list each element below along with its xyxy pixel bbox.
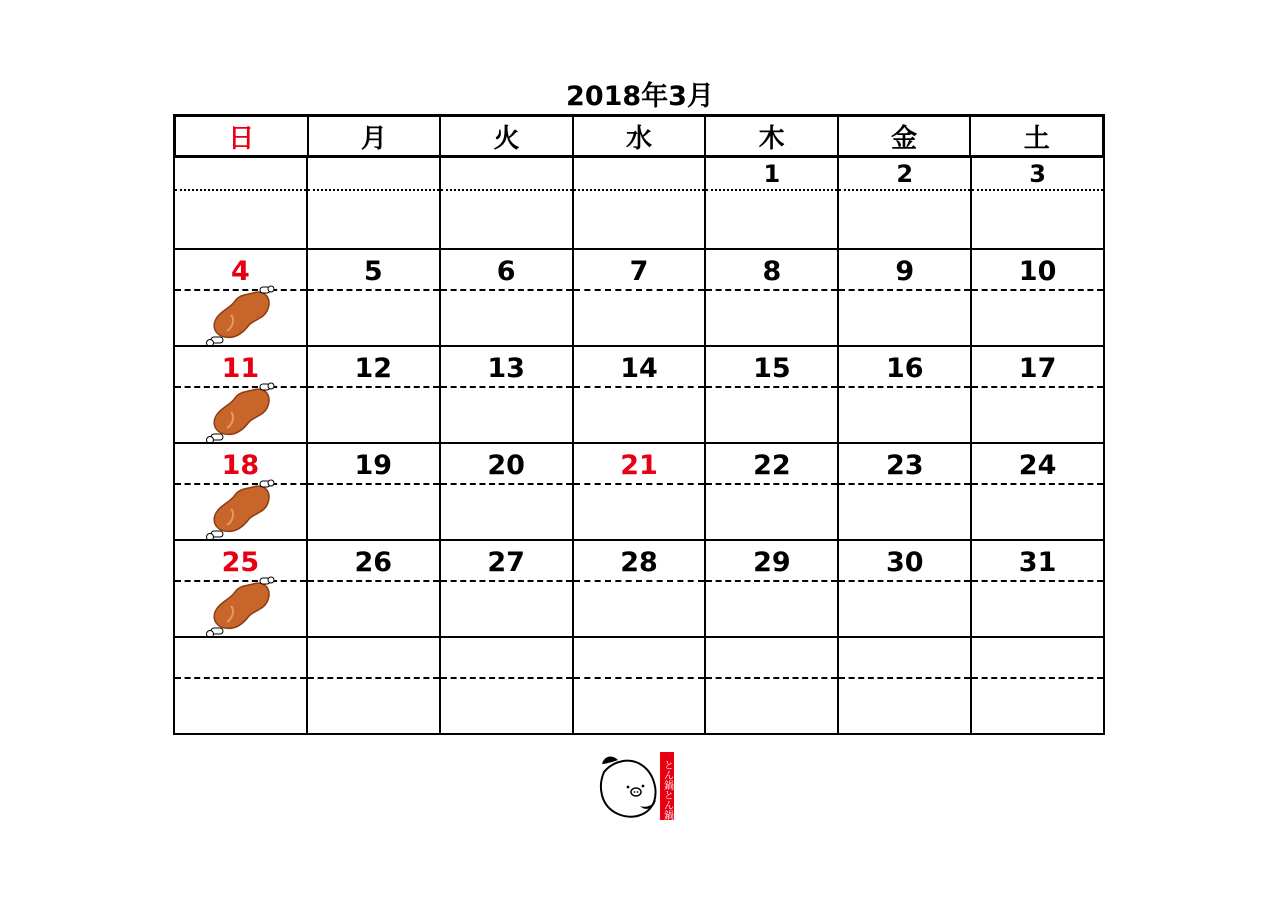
day-number: 27 [487, 547, 525, 578]
day-number: 23 [885, 450, 924, 481]
day-cell[interactable] [837, 638, 970, 733]
day-cell[interactable] [572, 541, 705, 636]
pig-mascot-icon [596, 750, 680, 822]
cell-divider [839, 580, 970, 582]
day-cell[interactable] [175, 250, 306, 345]
weekday-header-cell: 日 [228, 123, 255, 154]
day-number: 14 [620, 353, 658, 384]
meat-icon [205, 382, 275, 446]
cell-divider [308, 289, 439, 291]
day-cell[interactable] [970, 541, 1103, 636]
day-cell[interactable] [306, 638, 439, 733]
day-cell[interactable] [306, 250, 439, 345]
day-cell[interactable] [175, 638, 306, 733]
weekday-header-cell: 土 [969, 117, 1102, 155]
cell-divider [441, 483, 572, 485]
day-cell[interactable] [439, 444, 572, 539]
week-row [175, 248, 1103, 345]
cell-divider [706, 386, 837, 388]
day-number: 12 [354, 353, 393, 384]
day-cell[interactable] [704, 347, 837, 442]
cell-divider [972, 189, 1103, 191]
day-number: 21 [620, 450, 658, 481]
weekday-header-cell: 金 [837, 117, 970, 155]
cell-divider [308, 483, 439, 485]
day-cell[interactable] [970, 250, 1103, 345]
cell-divider [706, 677, 837, 679]
cell-divider [574, 386, 705, 388]
cell-divider [706, 483, 837, 485]
cell-divider [308, 580, 439, 582]
day-cell[interactable] [175, 541, 306, 636]
cell-divider [972, 580, 1103, 582]
day-number: 11 [221, 353, 260, 384]
day-number: 3 [1029, 160, 1046, 188]
calendar [173, 114, 1105, 735]
cell-divider [972, 289, 1103, 291]
day-cell[interactable] [970, 444, 1103, 539]
day-cell[interactable] [837, 158, 970, 248]
day-cell[interactable] [970, 158, 1103, 248]
cell-divider [972, 483, 1103, 485]
day-number: 24 [1018, 450, 1057, 481]
day-cell[interactable] [837, 250, 970, 345]
week-row [175, 442, 1103, 539]
cell-divider [839, 677, 970, 679]
day-cell[interactable] [175, 444, 306, 539]
cell-divider [441, 189, 572, 191]
day-cell[interactable] [572, 638, 705, 733]
week-row [175, 345, 1103, 442]
day-number: 15 [753, 353, 791, 384]
meat-icon [205, 285, 275, 349]
day-number: 6 [496, 256, 516, 287]
day-number: 28 [620, 547, 658, 578]
weekday-header-cell: 火 [439, 117, 572, 155]
day-number: 31 [1018, 547, 1057, 578]
weekday-header [173, 114, 1105, 158]
day-cell[interactable] [439, 638, 572, 733]
cell-divider [574, 483, 705, 485]
cell-divider [839, 386, 970, 388]
week-row [175, 158, 1103, 248]
week-row [175, 539, 1103, 636]
cell-divider [706, 289, 837, 291]
cell-divider [574, 289, 705, 291]
meat-icon [205, 576, 275, 640]
day-cell[interactable] [704, 541, 837, 636]
day-cell[interactable] [572, 444, 705, 539]
day-cell[interactable] [306, 444, 439, 539]
cell-divider [706, 580, 837, 582]
day-number: 8 [762, 256, 782, 287]
cell-divider [574, 677, 705, 679]
cell-divider [308, 677, 439, 679]
calendar-title: 2018年3月 [566, 81, 714, 112]
weekday-header-cell: 水 [572, 117, 705, 155]
day-cell[interactable] [439, 347, 572, 442]
cell-divider [839, 289, 970, 291]
cell-divider [839, 189, 970, 191]
day-cell[interactable] [572, 158, 705, 248]
cell-divider [839, 483, 970, 485]
day-cell[interactable] [439, 541, 572, 636]
day-cell[interactable] [572, 250, 705, 345]
day-cell[interactable] [306, 541, 439, 636]
day-cell[interactable] [175, 158, 306, 248]
cell-divider [574, 580, 705, 582]
cell-divider [574, 189, 705, 191]
week-row [175, 636, 1103, 733]
cell-divider [441, 580, 572, 582]
day-cell[interactable] [704, 638, 837, 733]
day-number: 19 [354, 450, 393, 481]
mascot-banner-text: とん鍋とん鍋 [661, 760, 673, 820]
cell-divider [972, 677, 1103, 679]
day-cell[interactable] [704, 158, 837, 248]
day-number: 22 [753, 450, 791, 481]
day-cell[interactable] [439, 158, 572, 248]
day-number: 4 [231, 256, 250, 287]
weekday-header-cell: 木 [704, 117, 837, 155]
day-number: 30 [885, 547, 924, 578]
day-number: 5 [363, 256, 383, 287]
day-cell[interactable] [572, 347, 705, 442]
day-number: 25 [221, 547, 260, 578]
day-cell[interactable] [837, 541, 970, 636]
day-cell[interactable] [837, 347, 970, 442]
cell-divider [441, 289, 572, 291]
day-cell[interactable] [175, 347, 306, 442]
cell-divider [308, 386, 439, 388]
calendar-grid [173, 158, 1105, 735]
day-cell[interactable] [704, 250, 837, 345]
cell-divider [175, 677, 306, 679]
day-number: 29 [753, 547, 791, 578]
day-number: 18 [221, 450, 260, 481]
cell-divider [175, 189, 306, 191]
day-number: 17 [1018, 353, 1057, 384]
cell-divider [441, 677, 572, 679]
weekday-header-cell: 月 [307, 117, 440, 155]
day-number: 13 [487, 353, 525, 384]
day-number: 16 [885, 353, 924, 384]
day-cell[interactable] [704, 444, 837, 539]
cell-divider [972, 386, 1103, 388]
day-number: 2 [896, 160, 914, 188]
day-number: 20 [487, 450, 525, 481]
day-number: 10 [1018, 256, 1057, 287]
day-number: 1 [763, 160, 781, 188]
meat-icon [205, 479, 275, 543]
cell-divider [308, 189, 439, 191]
day-cell[interactable] [306, 347, 439, 442]
day-number: 26 [354, 547, 393, 578]
day-cell[interactable] [306, 158, 439, 248]
day-cell[interactable] [970, 347, 1103, 442]
day-cell[interactable] [837, 444, 970, 539]
cell-divider [441, 386, 572, 388]
day-cell[interactable] [439, 250, 572, 345]
day-cell[interactable] [970, 638, 1103, 733]
day-number: 9 [895, 256, 915, 287]
cell-divider [706, 189, 837, 191]
day-number: 7 [629, 256, 649, 287]
